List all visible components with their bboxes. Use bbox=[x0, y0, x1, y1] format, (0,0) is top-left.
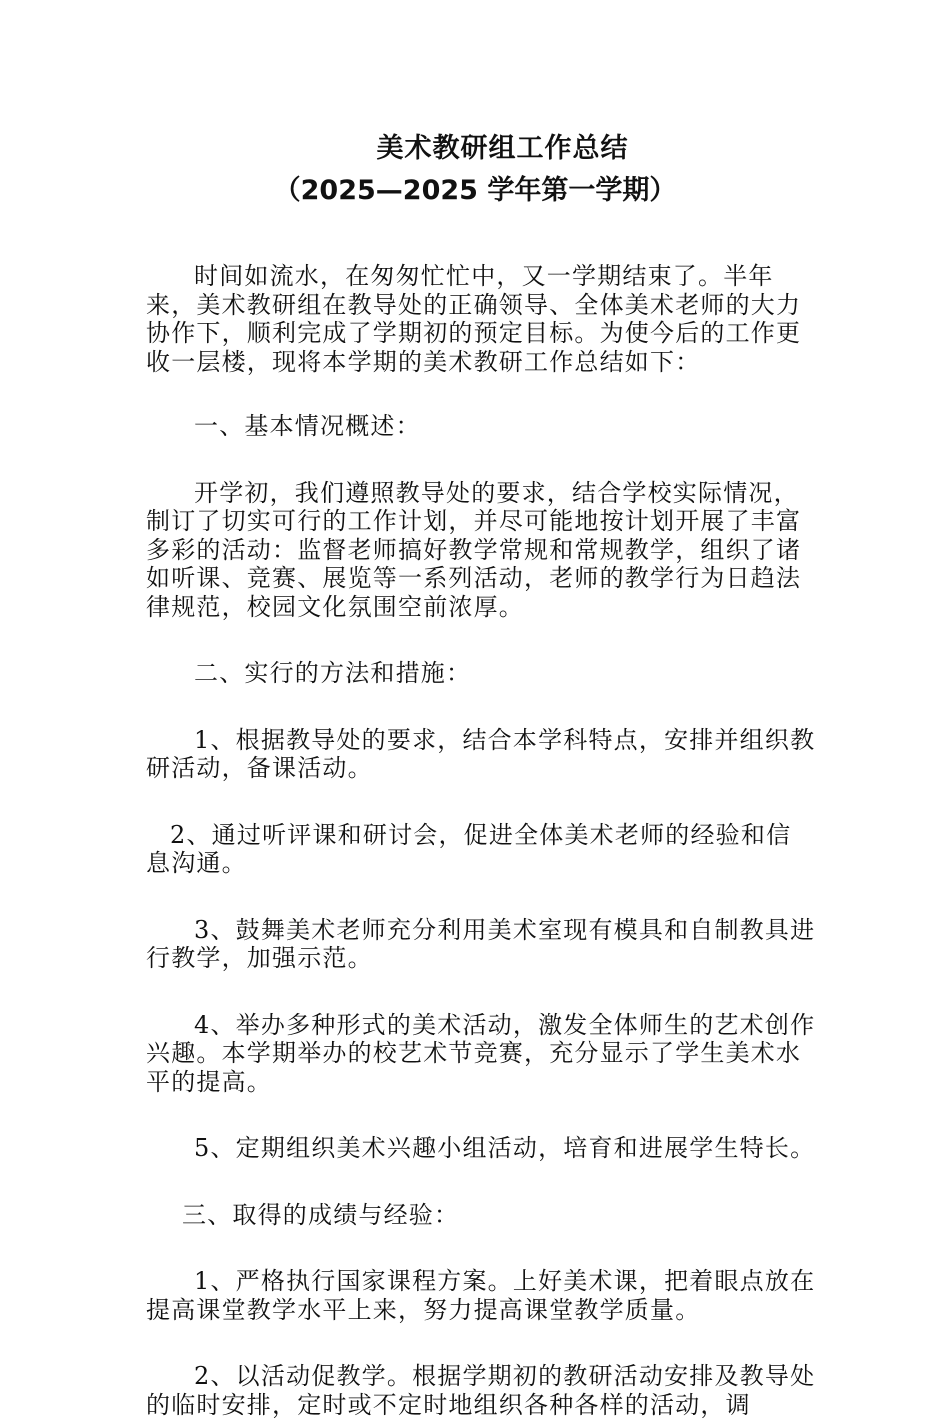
section-heading-3: 三、取得的成绩与经验： bbox=[182, 1200, 460, 1229]
method-item-4: 4、举办多种形式的美术活动，激发全体师生的艺术创作兴趣。本学期举办的校艺术节竞赛，充分显示了学生美术水平的提高。 bbox=[146, 1010, 816, 1096]
section-heading-1: 一、基本情况概述： bbox=[194, 412, 421, 440]
method-item-1: 1、根据教导处的要求，结合本学科特点，安排并组织教研活动，备课活动。 bbox=[146, 725, 816, 782]
result-item-2: 2、以活动促教学。根据学期初的教研活动安排及教导处的临时安排，定时或不定时地组织各种各样的活动，调 bbox=[146, 1362, 816, 1419]
method-item-3: 3、鼓舞美术老师充分利用美术室现有模具和自制教具进行教学，加强示范。 bbox=[146, 915, 816, 972]
method-item-5: 5、定期组织美术兴趣小组活动，培育和进展学生特长。 bbox=[194, 1134, 816, 1162]
title-block bbox=[0, 128, 950, 212]
method-item-2: 2、通过听评课和研讨会，促进全体美术老师的经验和信息沟通。 bbox=[146, 820, 792, 877]
result-item-1: 1、严格执行国家课程方案。上好美术课，把着眼点放在提高课堂教学水平上来，努力提高课堂教学质量。 bbox=[146, 1267, 816, 1324]
paragraph-overview: 开学初，我们遵照教导处的要求，结合学校实际情况，制订了切实可行的工作计划，并尽可能地按计划开展了丰富多彩的活动：监督老师搞好教学常规和常规教学，组织了诸如听课、竞赛、展览等一系列活动，老师的教学行为日趋法律规范，校园文化氛围空前浓厚。 bbox=[146, 478, 802, 621]
document-title: 美术教研组工作总结 bbox=[376, 133, 629, 164]
document-body bbox=[146, 262, 816, 1419]
document-subtitle: （2025—2025 学年第一学期） bbox=[273, 175, 677, 206]
paragraph-intro: 时间如流水，在匆匆忙忙中，又一学期结束了。半年来，美术教研组在教导处的正确领导、全体美术老师的大力协作下，顺利完成了学期初的预定目标。为使今后的工作更收一层楼，现将本学期的美术教研工作总结如下： bbox=[146, 262, 802, 376]
section-heading-2: 二、实行的方法和措施： bbox=[194, 659, 472, 687]
